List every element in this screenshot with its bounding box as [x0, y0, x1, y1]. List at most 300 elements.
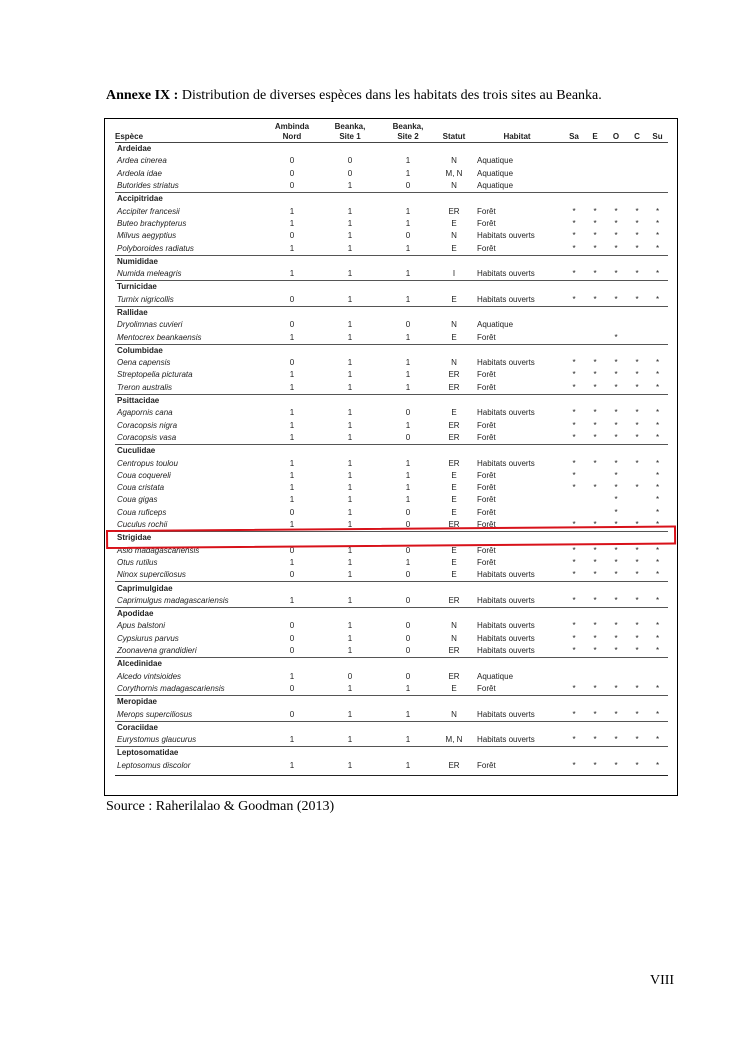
cell-ambinda-nord: 1: [289, 432, 295, 442]
species-name: Oena capensis: [117, 358, 171, 368]
cell-beanka-site1: 1: [347, 633, 353, 643]
species-name: Centropus toulou: [117, 458, 178, 468]
cell-su: *: [655, 243, 660, 253]
cell-e: [585, 155, 605, 167]
cell-beanka-site1: 1: [347, 358, 353, 368]
cell-habitat: Forêt: [477, 206, 496, 216]
cell-habitat: Forêt: [477, 370, 496, 380]
species-row: [115, 331, 668, 344]
cell-su: *: [655, 570, 660, 580]
cell-beanka-site2: 1: [405, 218, 411, 228]
species-row: [115, 734, 668, 747]
family-name: Numididae: [115, 255, 668, 268]
family-row: [115, 193, 668, 206]
bottom-rule: [115, 775, 668, 776]
cell-beanka-site2: 1: [405, 760, 411, 770]
cell-su: [647, 168, 668, 180]
species-name: Accipiter francesii: [117, 206, 180, 216]
cell-su: *: [655, 218, 660, 228]
cell-habitat: Forêt: [477, 470, 496, 480]
cell-c: *: [635, 683, 639, 693]
family-name: Leptosomatidae: [115, 747, 668, 760]
cell-e: *: [593, 269, 597, 279]
species-name: Ardeola idae: [117, 168, 162, 178]
species-table: [115, 121, 668, 772]
cell-beanka-site2: 1: [405, 420, 411, 430]
species-row: [115, 470, 668, 482]
cell-e: *: [593, 621, 597, 631]
cell-e: *: [593, 683, 597, 693]
cell-statut: N: [451, 231, 457, 241]
cell-c: *: [635, 646, 639, 656]
cell-su: *: [655, 370, 660, 380]
family-name: Turnicidae: [115, 281, 668, 294]
header-statut: Statut: [437, 121, 471, 143]
cell-e: [585, 319, 605, 331]
cell-statut: ER: [448, 370, 460, 380]
cell-c: [627, 168, 647, 180]
cell-beanka-site2: 0: [405, 595, 411, 605]
species-name: Butorides striatus: [117, 181, 179, 191]
species-row: [115, 218, 668, 230]
cell-o: *: [614, 243, 618, 253]
cell-ambinda-nord: 0: [289, 231, 295, 241]
cell-habitat: Forêt: [477, 545, 496, 555]
caption-text: Distribution de diverses espèces dans les habitats des trois sites au Beanka.: [178, 88, 602, 103]
cell-ambinda-nord: 0: [289, 507, 295, 517]
cell-sa: *: [572, 243, 576, 253]
cell-sa: *: [572, 358, 576, 368]
family-row: [115, 281, 668, 294]
species-row: [115, 620, 668, 632]
cell-e: *: [593, 458, 597, 468]
cell-e: *: [593, 570, 597, 580]
cell-e: *: [593, 709, 597, 719]
family-name: Columbidae: [115, 344, 668, 357]
cell-o: *: [614, 507, 618, 517]
species-row: [115, 230, 668, 242]
species-name: Agapornis cana: [117, 408, 173, 418]
cell-c: *: [635, 483, 639, 493]
cell-statut: M, N: [445, 735, 463, 745]
family-row: [115, 696, 668, 709]
cell-ambinda-nord: 1: [289, 557, 295, 567]
species-name: Coua cristata: [117, 483, 165, 493]
cell-beanka-site1: 1: [347, 231, 353, 241]
species-row: [115, 569, 668, 582]
cell-statut: ER: [448, 646, 460, 656]
cell-statut: E: [451, 332, 457, 342]
cell-statut: E: [451, 683, 457, 693]
header-beanka1-line1: Beanka,: [334, 122, 366, 131]
cell-o: *: [614, 206, 618, 216]
cell-statut: E: [451, 557, 457, 567]
cell-su: *: [655, 294, 660, 304]
cell-ambinda-nord: 0: [289, 683, 295, 693]
cell-c: *: [635, 206, 639, 216]
cell-o: *: [614, 633, 618, 643]
header-beanka1-line2: Site 1: [339, 132, 361, 141]
cell-e: *: [593, 545, 597, 555]
cell-su: *: [655, 495, 660, 505]
cell-ambinda-nord: 1: [289, 420, 295, 430]
cell-sa: *: [572, 408, 576, 418]
header-o: O: [605, 121, 627, 143]
cell-c: *: [635, 735, 639, 745]
cell-habitat: Forêt: [477, 382, 496, 392]
cell-statut: N: [451, 709, 457, 719]
cell-ambinda-nord: 0: [289, 570, 295, 580]
cell-ambinda-nord: 0: [289, 545, 295, 555]
species-row: [115, 683, 668, 696]
cell-su: [647, 670, 668, 682]
cell-su: *: [655, 458, 660, 468]
cell-o: [605, 155, 627, 167]
cell-sa: *: [572, 470, 576, 480]
cell-o: *: [614, 483, 618, 493]
cell-beanka-site1: 1: [347, 709, 353, 719]
cell-c: *: [635, 432, 639, 442]
species-row: [115, 155, 668, 167]
cell-c: *: [635, 269, 639, 279]
species-row: [115, 242, 668, 255]
cell-o: *: [614, 432, 618, 442]
family-name: Rallidae: [115, 306, 668, 319]
cell-su: [647, 155, 668, 167]
cell-sa: *: [572, 206, 576, 216]
cell-ambinda-nord: 1: [289, 243, 295, 253]
cell-statut: N: [451, 358, 457, 368]
cell-ambinda-nord: 1: [289, 495, 295, 505]
cell-o: *: [614, 269, 618, 279]
cell-o: *: [614, 382, 618, 392]
family-name: Alcedinidae: [115, 658, 668, 671]
cell-beanka-site2: 1: [405, 458, 411, 468]
cell-beanka-site2: 1: [405, 735, 411, 745]
species-name: Otus rutilus: [117, 557, 158, 567]
species-name: Alcedo vintsioides: [117, 671, 182, 681]
cell-sa: *: [572, 382, 576, 392]
cell-statut: E: [451, 243, 457, 253]
cell-beanka-site1: 1: [347, 218, 353, 228]
header-beanka2-line2: Site 2: [397, 132, 419, 141]
cell-ambinda-nord: 1: [289, 408, 295, 418]
cell-beanka-site2: 0: [405, 646, 411, 656]
cell-ambinda-nord: 1: [289, 269, 295, 279]
page-number: VIII: [650, 973, 675, 988]
species-name: Polyboroides radiatus: [117, 243, 194, 253]
cell-beanka-site2: 1: [405, 709, 411, 719]
species-name: Coua ruficeps: [117, 507, 167, 517]
cell-habitat: Forêt: [477, 420, 496, 430]
species-name: Cuculus rochii: [117, 520, 168, 530]
cell-habitat: Aquatique: [477, 156, 514, 166]
cell-o: *: [614, 294, 618, 304]
cell-habitat: Habitats ouverts: [477, 595, 535, 605]
cell-beanka-site2: 1: [405, 156, 411, 166]
cell-c: *: [635, 633, 639, 643]
cell-e: [585, 331, 605, 344]
cell-beanka-site1: 0: [347, 671, 353, 681]
cell-c: *: [635, 595, 639, 605]
cell-e: *: [593, 358, 597, 368]
cell-ambinda-nord: 1: [289, 332, 295, 342]
cell-beanka-site2: 0: [405, 633, 411, 643]
family-name: Meropidae: [115, 696, 668, 709]
family-row: [115, 255, 668, 268]
cell-su: *: [655, 646, 660, 656]
cell-su: *: [655, 382, 660, 392]
family-row: [115, 344, 668, 357]
cell-o: *: [614, 646, 618, 656]
species-name: Turnix nigricollis: [117, 294, 174, 304]
cell-c: [627, 470, 647, 482]
cell-habitat: Habitats ouverts: [477, 231, 535, 241]
species-name: Eurystomus glaucurus: [117, 735, 197, 745]
cell-su: *: [655, 633, 660, 643]
cell-o: *: [614, 408, 618, 418]
cell-su: *: [655, 595, 660, 605]
header-habitat: Habitat: [471, 121, 563, 143]
species-name: Ardea cinerea: [117, 156, 167, 166]
cell-o: *: [614, 570, 618, 580]
species-name: Zoonavena grandidieri: [117, 646, 197, 656]
cell-beanka-site2: 1: [405, 269, 411, 279]
cell-habitat: Forêt: [477, 760, 496, 770]
species-row: [115, 708, 668, 721]
cell-su: *: [655, 358, 660, 368]
cell-su: *: [655, 408, 660, 418]
cell-habitat: Aquatique: [477, 168, 514, 178]
cell-c: *: [635, 557, 639, 567]
family-name: Apodidae: [115, 607, 668, 620]
species-row: [115, 420, 668, 432]
species-row: [115, 369, 668, 381]
cell-sa: *: [572, 231, 576, 241]
cell-beanka-site1: 1: [347, 458, 353, 468]
cell-ambinda-nord: 1: [289, 483, 295, 493]
cell-beanka-site2: 1: [405, 495, 411, 505]
cell-beanka-site1: 1: [347, 545, 353, 555]
cell-sa: *: [572, 735, 576, 745]
header-ambinda: [263, 121, 321, 143]
species-row: [115, 357, 668, 369]
cell-e: *: [593, 420, 597, 430]
cell-statut: ER: [448, 420, 460, 430]
family-name: Coraciidae: [115, 721, 668, 734]
cell-o: *: [614, 621, 618, 631]
cell-sa: *: [572, 646, 576, 656]
cell-habitat: Forêt: [477, 483, 496, 493]
cell-ambinda-nord: 0: [289, 633, 295, 643]
family-row: [115, 658, 668, 671]
species-name: Ninox superciliosus: [117, 570, 186, 580]
header-c: C: [627, 121, 647, 143]
family-name: Accipitridae: [115, 193, 668, 206]
species-name: Leptosomus discolor: [117, 760, 191, 770]
cell-e: *: [593, 735, 597, 745]
species-name: Corythornis madagascariensis: [117, 683, 225, 693]
cell-beanka-site1: 0: [347, 168, 353, 178]
cell-ambinda-nord: 1: [289, 760, 295, 770]
species-row: [115, 670, 668, 682]
cell-o: [605, 180, 627, 193]
header-ambinda-line1: Ambinda: [274, 122, 310, 131]
cell-habitat: Forêt: [477, 495, 496, 505]
family-row: [115, 747, 668, 760]
cell-sa: *: [572, 432, 576, 442]
cell-su: *: [655, 206, 660, 216]
species-name: Dryolimnas cuvieri: [117, 320, 183, 330]
cell-beanka-site2: 1: [405, 332, 411, 342]
species-name: Buteo brachypterus: [117, 218, 187, 228]
cell-ambinda-nord: 1: [289, 595, 295, 605]
cell-beanka-site2: 1: [405, 557, 411, 567]
cell-beanka-site2: 1: [405, 168, 411, 178]
cell-ambinda-nord: 0: [289, 320, 295, 330]
cell-habitat: Habitats ouverts: [477, 269, 535, 279]
table-frame: [104, 118, 678, 796]
cell-o: *: [614, 520, 618, 530]
cell-ambinda-nord: 0: [289, 709, 295, 719]
cell-su: *: [655, 420, 660, 430]
cell-e: *: [593, 633, 597, 643]
cell-o: *: [614, 458, 618, 468]
cell-c: *: [635, 294, 639, 304]
cell-sa: *: [572, 370, 576, 380]
cell-sa: *: [572, 760, 576, 770]
cell-beanka-site2: 1: [405, 294, 411, 304]
cell-c: *: [635, 458, 639, 468]
cell-habitat: Aquatique: [477, 320, 514, 330]
cell-beanka-site2: 0: [405, 671, 411, 681]
cell-e: *: [593, 206, 597, 216]
cell-o: *: [614, 683, 618, 693]
cell-beanka-site1: 1: [347, 420, 353, 430]
species-name: Numida meleagris: [117, 269, 182, 279]
cell-sa: *: [572, 269, 576, 279]
cell-e: [585, 180, 605, 193]
source-citation: Source : Raherilalao & Goodman (2013): [106, 799, 335, 814]
cell-ambinda-nord: 0: [289, 358, 295, 368]
cell-c: *: [635, 709, 639, 719]
cell-beanka-site1: 1: [347, 646, 353, 656]
family-row: [115, 143, 668, 156]
cell-sa: *: [572, 557, 576, 567]
cell-beanka-site2: 1: [405, 483, 411, 493]
cell-statut: ER: [448, 595, 460, 605]
cell-beanka-site2: 1: [405, 370, 411, 380]
species-name: Merops superciliosus: [117, 709, 193, 719]
cell-beanka-site2: 0: [405, 545, 411, 555]
cell-sa: *: [572, 458, 576, 468]
cell-sa: [563, 331, 585, 344]
cell-c: [627, 319, 647, 331]
cell-o: *: [614, 735, 618, 745]
cell-c: [627, 155, 647, 167]
cell-c: *: [635, 520, 639, 530]
family-row: [115, 721, 668, 734]
cell-beanka-site1: 1: [347, 370, 353, 380]
cell-c: *: [635, 420, 639, 430]
caption-label: Annexe IX :: [106, 88, 179, 103]
cell-e: [585, 507, 605, 519]
cell-sa: *: [572, 595, 576, 605]
species-row: [115, 268, 668, 281]
species-name: Treron australis: [117, 382, 172, 392]
cell-o: *: [614, 358, 618, 368]
cell-e: *: [593, 370, 597, 380]
header-beanka1: [321, 121, 379, 143]
cell-statut: ER: [448, 206, 460, 216]
species-row: [115, 294, 668, 307]
cell-beanka-site1: 1: [347, 332, 353, 342]
cell-e: *: [593, 760, 597, 770]
cell-sa: *: [572, 683, 576, 693]
cell-statut: N: [451, 320, 457, 330]
cell-beanka-site1: 1: [347, 294, 353, 304]
cell-c: *: [635, 382, 639, 392]
table-header-row: [115, 121, 668, 143]
cell-habitat: Forêt: [477, 557, 496, 567]
species-row: [115, 319, 668, 331]
cell-c: *: [635, 231, 639, 241]
cell-beanka-site2: 0: [405, 621, 411, 631]
family-row: [115, 445, 668, 458]
cell-sa: *: [572, 709, 576, 719]
header-su: Su: [647, 121, 668, 143]
cell-su: [647, 180, 668, 193]
cell-beanka-site1: 1: [347, 181, 353, 191]
cell-o: *: [614, 420, 618, 430]
caption: [106, 88, 602, 104]
cell-beanka-site1: 0: [347, 156, 353, 166]
species-row: [115, 382, 668, 395]
family-row: [115, 607, 668, 620]
cell-beanka-site2: 0: [405, 408, 411, 418]
cell-beanka-site1: 1: [347, 269, 353, 279]
species-row: [115, 760, 668, 772]
species-row: [115, 407, 668, 419]
header-beanka2: [379, 121, 437, 143]
cell-beanka-site1: 1: [347, 570, 353, 580]
cell-sa: *: [572, 621, 576, 631]
family-name: Strigidae: [115, 532, 668, 545]
cell-c: *: [635, 621, 639, 631]
cell-su: *: [655, 545, 660, 555]
cell-ambinda-nord: 1: [289, 218, 295, 228]
cell-e: *: [593, 294, 597, 304]
cell-beanka-site2: 1: [405, 358, 411, 368]
cell-c: [627, 331, 647, 344]
cell-beanka-site1: 1: [347, 557, 353, 567]
header-e: E: [585, 121, 605, 143]
cell-su: *: [655, 483, 660, 493]
cell-statut: ER: [448, 520, 460, 530]
cell-habitat: Habitats ouverts: [477, 408, 535, 418]
species-name: Coua coquereli: [117, 470, 171, 480]
species-row: [115, 457, 668, 469]
cell-o: *: [614, 545, 618, 555]
cell-c: *: [635, 545, 639, 555]
cell-sa: [563, 670, 585, 682]
cell-statut: I: [452, 269, 456, 279]
cell-o: [605, 670, 627, 682]
cell-sa: *: [572, 520, 576, 530]
cell-ambinda-nord: 1: [289, 370, 295, 380]
cell-habitat: Habitats ouverts: [477, 358, 535, 368]
cell-sa: *: [572, 420, 576, 430]
